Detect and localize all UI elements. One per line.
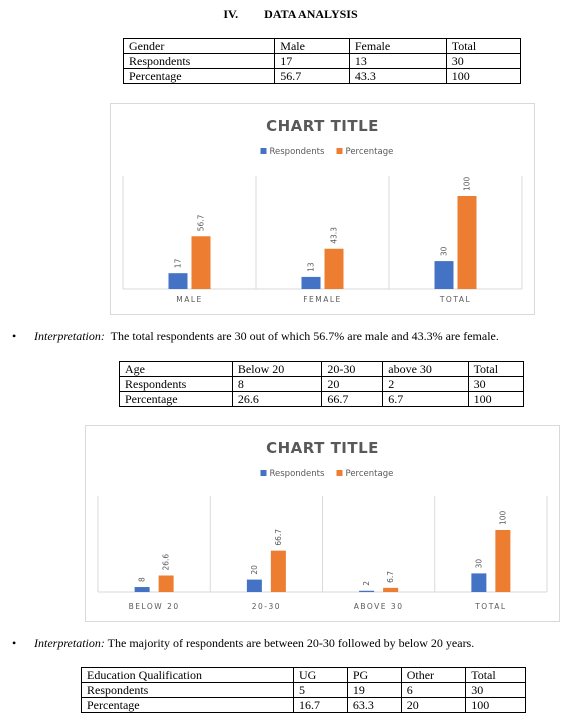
category-label: BELOW 20 bbox=[128, 602, 180, 611]
table-cell: 30 bbox=[446, 54, 520, 69]
data-label: 2 bbox=[362, 580, 372, 586]
table-cell: Percentage bbox=[82, 698, 294, 713]
interpretation-2 bbox=[12, 636, 474, 651]
data-label: 56.7 bbox=[196, 214, 206, 232]
table-cell: 8 bbox=[232, 377, 322, 392]
data-label: 30 bbox=[474, 558, 484, 569]
chart-title: CHART TITLE bbox=[266, 117, 379, 135]
bullet-icon: • bbox=[12, 329, 17, 343]
bullet-icon: • bbox=[12, 636, 17, 650]
bar-percentage-2 bbox=[458, 196, 477, 289]
chart-title: CHART TITLE bbox=[266, 439, 379, 457]
table-cell: Respondents bbox=[82, 683, 294, 698]
data-label: 13 bbox=[306, 262, 316, 272]
category-label: MALE bbox=[176, 295, 203, 304]
table-cell: 20-30 bbox=[322, 362, 383, 377]
table-cell: above 30 bbox=[383, 362, 468, 377]
table-cell: 6 bbox=[401, 683, 466, 698]
table-cell: 43.3 bbox=[349, 69, 446, 84]
table-cell: 17 bbox=[275, 54, 350, 69]
table-cell: Total bbox=[446, 39, 520, 54]
table-cell: 100 bbox=[446, 69, 520, 84]
interpretation-label: Interpretation: bbox=[34, 329, 105, 343]
bar-respondents-2 bbox=[359, 591, 374, 592]
table-row bbox=[120, 362, 524, 377]
bar-respondents-2 bbox=[435, 261, 454, 289]
legend-swatch-1 bbox=[337, 470, 343, 476]
section-number: IV. bbox=[223, 7, 239, 21]
bar-respondents-1 bbox=[247, 580, 262, 592]
bar-percentage-1 bbox=[325, 249, 344, 289]
bar-respondents-1 bbox=[302, 277, 321, 289]
table-row bbox=[120, 377, 524, 392]
gender-chart bbox=[110, 103, 535, 315]
interpretation-text: The total respondents are 30 out of which 56.7% are male and 43.3% are female. bbox=[110, 329, 499, 343]
legend-label-1: Percentage bbox=[345, 147, 394, 157]
table-cell: 19 bbox=[347, 683, 401, 698]
category-label: 20-30 bbox=[251, 602, 282, 611]
category-label: TOTAL bbox=[475, 602, 507, 611]
data-label: 17 bbox=[173, 258, 183, 269]
category-label: FEMALE bbox=[303, 295, 342, 304]
bar-percentage-3 bbox=[495, 530, 510, 592]
table-cell: Age bbox=[120, 362, 233, 377]
table-row bbox=[82, 683, 526, 698]
table-cell: 20 bbox=[401, 698, 466, 713]
education-table bbox=[81, 667, 526, 713]
interpretation-text: The majority of respondents are between 20-30 followed by below 20 years. bbox=[107, 636, 475, 650]
table-cell: Respondents bbox=[120, 377, 233, 392]
table-cell: 30 bbox=[468, 377, 523, 392]
table-row bbox=[124, 69, 521, 84]
table-cell: 6.7 bbox=[383, 392, 468, 407]
table-cell: Total bbox=[468, 362, 523, 377]
table-cell: 56.7 bbox=[275, 69, 350, 84]
bar-respondents-0 bbox=[169, 273, 188, 289]
data-label: 30 bbox=[439, 246, 449, 257]
gender-chart-svg bbox=[111, 104, 534, 314]
table-cell: 5 bbox=[294, 683, 348, 698]
legend-label-0: Respondents bbox=[269, 147, 325, 157]
table-cell: 13 bbox=[349, 54, 446, 69]
table-cell: Below 20 bbox=[232, 362, 322, 377]
data-label: 26.6 bbox=[161, 553, 171, 571]
bar-respondents-3 bbox=[471, 573, 486, 592]
table-cell: 20 bbox=[322, 377, 383, 392]
table-cell: PG bbox=[347, 668, 401, 683]
data-label: 100 bbox=[462, 176, 472, 191]
category-label: ABOVE 30 bbox=[353, 602, 404, 611]
table-cell: Percentage bbox=[124, 69, 275, 84]
bar-percentage-2 bbox=[383, 588, 398, 592]
bar-percentage-0 bbox=[159, 576, 174, 592]
data-label: 6.7 bbox=[386, 570, 396, 583]
legend-swatch-1 bbox=[337, 148, 343, 154]
bar-percentage-1 bbox=[271, 551, 286, 592]
section-title: DATA ANALYSIS bbox=[264, 7, 358, 21]
data-label: 66.7 bbox=[273, 528, 283, 546]
table-cell: 16.7 bbox=[294, 698, 348, 713]
table-cell: 2 bbox=[383, 377, 468, 392]
table-cell: Total bbox=[466, 668, 526, 683]
legend-label-0: Respondents bbox=[269, 469, 325, 479]
table-cell: Education Qualification bbox=[82, 668, 294, 683]
table-cell: Other bbox=[401, 668, 466, 683]
table-row bbox=[82, 698, 526, 713]
data-label: 43.3 bbox=[329, 227, 339, 244]
table-row bbox=[82, 668, 526, 683]
table-cell: Male bbox=[275, 39, 350, 54]
table-cell: Female bbox=[349, 39, 446, 54]
age-chart bbox=[85, 425, 560, 622]
table-cell: 100 bbox=[468, 392, 523, 407]
table-cell: 66.7 bbox=[322, 392, 383, 407]
table-cell: Respondents bbox=[124, 54, 275, 69]
table-row bbox=[120, 392, 524, 407]
legend-swatch-0 bbox=[261, 148, 267, 154]
interpretation-label: Interpretation: bbox=[34, 636, 105, 650]
table-cell: 30 bbox=[466, 683, 526, 698]
bar-percentage-0 bbox=[192, 236, 211, 289]
table-cell: Gender bbox=[124, 39, 275, 54]
table-cell: 26.6 bbox=[232, 392, 322, 407]
section-heading bbox=[0, 7, 581, 22]
legend-swatch-0 bbox=[261, 470, 267, 476]
bar-respondents-0 bbox=[135, 587, 150, 592]
data-label: 8 bbox=[137, 577, 147, 583]
legend-label-1: Percentage bbox=[345, 469, 394, 479]
table-cell: 63.3 bbox=[347, 698, 401, 713]
category-label: TOTAL bbox=[439, 295, 472, 304]
table-row bbox=[124, 39, 521, 54]
age-table bbox=[119, 361, 524, 407]
gender-table bbox=[123, 38, 521, 84]
data-label: 100 bbox=[498, 510, 508, 525]
interpretation-1 bbox=[12, 329, 499, 344]
table-cell: Percentage bbox=[120, 392, 233, 407]
table-cell: UG bbox=[294, 668, 348, 683]
age-chart-svg bbox=[86, 426, 559, 621]
data-label: 20 bbox=[249, 565, 259, 575]
table-row bbox=[124, 54, 521, 69]
table-cell: 100 bbox=[466, 698, 526, 713]
